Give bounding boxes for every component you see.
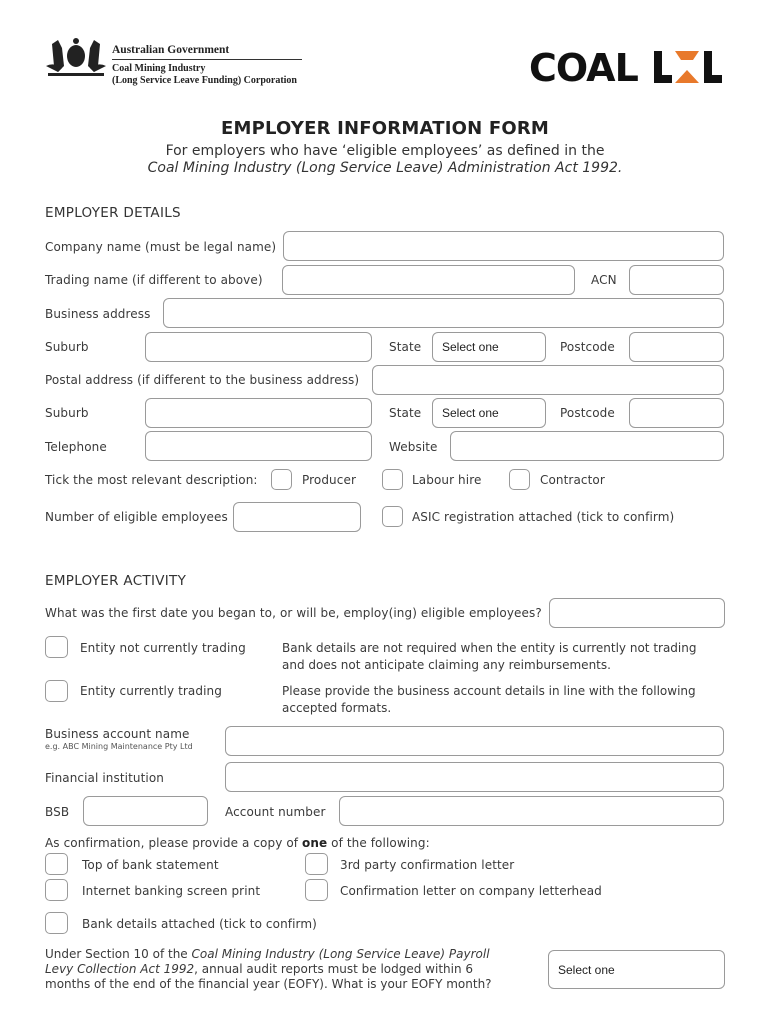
confirmation-label: As confirmation, please provide a copy of one of the following:	[45, 836, 430, 850]
labour-hire-label: Labour hire	[412, 473, 482, 487]
contractor-checkbox[interactable]	[509, 469, 530, 490]
third-party-label: 3rd party confirmation letter	[340, 858, 515, 872]
company-letterhead-label: Confirmation letter on company letterhead	[340, 884, 602, 898]
suburb-field[interactable]	[145, 332, 372, 362]
postcode-label: Postcode	[560, 340, 615, 354]
producer-label: Producer	[302, 473, 356, 487]
postal-postcode-field[interactable]	[629, 398, 724, 428]
account-name-example: e.g. ABC Mining Maintenance Pty Ltd	[45, 742, 193, 751]
telephone-field[interactable]	[145, 431, 372, 461]
postal-suburb-label: Suburb	[45, 406, 89, 420]
postal-address-label: Postal address (if different to the business address)	[45, 373, 360, 387]
not-trading-note: Bank details are not required when the entity is currently not trading and does not anticipate claiming any reimbursements.	[282, 641, 697, 672]
website-label: Website	[389, 440, 438, 454]
top-statement-label: Top of bank statement	[82, 858, 219, 872]
trading-note: Please provide the business account details in line with the following accepted formats.	[282, 684, 696, 715]
postcode-field[interactable]	[629, 332, 724, 362]
bsb-field[interactable]	[83, 796, 208, 826]
company-name-field[interactable]	[283, 231, 724, 261]
acn-field[interactable]	[629, 265, 724, 295]
website-field[interactable]	[450, 431, 724, 461]
telephone-label: Telephone	[45, 440, 107, 454]
postal-postcode-label: Postcode	[560, 406, 615, 420]
business-address-field[interactable]	[163, 298, 724, 328]
acn-label: ACN	[591, 273, 617, 287]
internet-banking-label: Internet banking screen print	[82, 884, 261, 898]
labour-hire-checkbox[interactable]	[382, 469, 403, 490]
producer-checkbox[interactable]	[271, 469, 292, 490]
postal-state-select[interactable]: Select one	[432, 398, 546, 428]
postal-suburb-field[interactable]	[145, 398, 372, 428]
gov-line2: (Long Service Leave Funding) Corporation	[112, 75, 297, 86]
bsb-label: BSB	[45, 805, 70, 819]
form-subtitle: For employers who have ‘eligible employees’ as defined in the	[165, 143, 605, 159]
state-label: State	[389, 340, 422, 354]
section10-text: Under Section 10 of the Coal Mining Industry (Long Service Leave) Payroll Levy Collection Act 1992, annual audit reports must be lodged within 6 months of the end of the financial year (EOFY). What is your EOFY month?	[45, 947, 492, 991]
trading-name-field[interactable]	[282, 265, 575, 295]
section-employer-details: EMPLOYER DETAILS	[45, 205, 181, 221]
bank-attached-label: Bank details attached (tick to confirm)	[82, 917, 317, 931]
company-letterhead-checkbox[interactable]	[305, 879, 328, 901]
tick-description-label: Tick the most relevant description:	[45, 473, 258, 487]
form-subtitle-act: Coal Mining Industry (Long Service Leave) Administration Act 1992.	[147, 160, 623, 176]
trading-label: Entity currently trading	[80, 684, 222, 698]
postal-state-label: State	[389, 406, 422, 420]
account-number-field[interactable]	[339, 796, 724, 826]
business-address-label: Business address	[45, 307, 151, 321]
first-date-label: What was the first date you began to, or will be, employ(ing) eligible employees?	[45, 606, 542, 620]
form-title: EMPLOYER INFORMATION FORM	[221, 118, 549, 139]
asic-checkbox[interactable]	[382, 506, 403, 527]
contractor-label: Contractor	[540, 473, 605, 487]
financial-institution-field[interactable]	[225, 762, 724, 792]
gov-line1: Coal Mining Industry	[112, 63, 206, 74]
num-employees-field[interactable]	[233, 502, 361, 532]
num-employees-label: Number of eligible employees	[45, 510, 228, 524]
coat-of-arms-icon	[44, 36, 108, 80]
company-name-label: Company name (must be legal name)	[45, 240, 277, 254]
suburb-label: Suburb	[45, 340, 89, 354]
third-party-checkbox[interactable]	[305, 853, 328, 875]
financial-institution-label: Financial institution	[45, 771, 164, 785]
trading-name-label: Trading name (if different to above)	[45, 273, 263, 287]
account-name-label: Business account name	[45, 727, 190, 741]
bank-attached-checkbox[interactable]	[45, 912, 68, 934]
eofy-select[interactable]: Select one	[548, 950, 725, 989]
not-trading-label: Entity not currently trading	[80, 641, 246, 655]
divider	[112, 59, 302, 60]
account-number-label: Account number	[225, 805, 326, 819]
section-employer-activity: EMPLOYER ACTIVITY	[45, 573, 187, 589]
not-trading-checkbox[interactable]	[45, 636, 68, 658]
coal-lsl-logo	[529, 48, 725, 86]
trading-checkbox[interactable]	[45, 680, 68, 702]
first-date-field[interactable]	[549, 598, 725, 628]
account-name-field[interactable]	[225, 726, 724, 756]
postal-address-field[interactable]	[372, 365, 724, 395]
internet-banking-checkbox[interactable]	[45, 879, 68, 901]
gov-title: Australian Government	[112, 44, 230, 56]
svg-text:COAL: COAL	[529, 48, 638, 86]
asic-label: ASIC registration attached (tick to confirm)	[412, 510, 675, 524]
state-select[interactable]: Select one	[432, 332, 546, 362]
top-statement-checkbox[interactable]	[45, 853, 68, 875]
